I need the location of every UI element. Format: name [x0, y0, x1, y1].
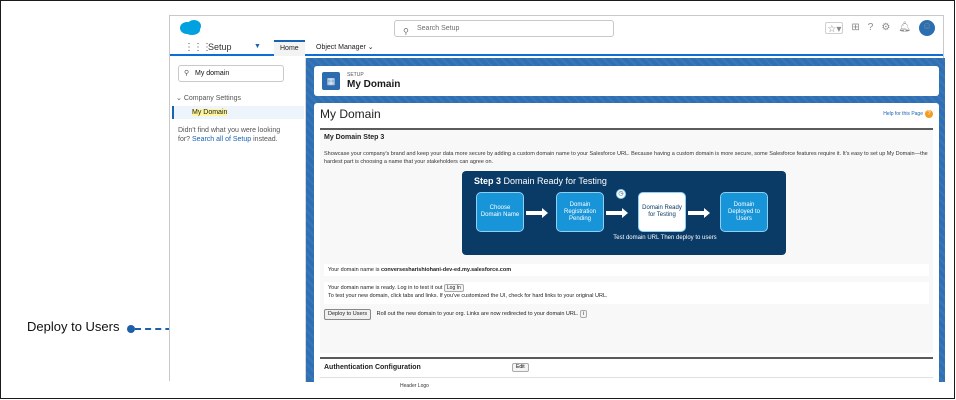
diagram-box-ready: Domain Ready for Testing	[638, 192, 686, 232]
help-link-label: Help for this Page	[883, 111, 923, 117]
help-icon[interactable]: ?	[867, 22, 874, 33]
header-tools	[825, 20, 935, 36]
auth-edit-button[interactable]: Edit	[512, 363, 529, 372]
test-domain-row	[324, 282, 929, 304]
page-header	[314, 66, 939, 96]
chevron-down-icon[interactable]: ▼	[254, 43, 261, 50]
diagram-arrow-shaft	[688, 211, 704, 215]
log-in-button[interactable]: Log In	[444, 284, 464, 292]
my-domain-content	[314, 103, 939, 388]
diagram-arrow-shaft	[606, 211, 622, 215]
sidebar-group-label: Company Settings	[183, 95, 242, 102]
quick-find-input[interactable]	[178, 65, 284, 82]
sidebar-item-my-domain[interactable]	[172, 106, 304, 119]
chevron-down-icon: ⌄	[176, 95, 182, 102]
step-panel	[320, 128, 933, 353]
header-logo-label: Header Logo	[400, 383, 429, 389]
deploy-to-users-button[interactable]: Deploy to Users	[324, 309, 371, 320]
sidebar-help-text	[178, 126, 294, 144]
tab-home[interactable]: Home	[274, 40, 305, 56]
help-text: Didn't find what you were looking for?	[178, 127, 281, 143]
clock-icon: ◷	[616, 189, 626, 199]
search-all-setup-link[interactable]: Search all of Setup	[192, 136, 252, 143]
diagram-title-step: Step 3	[474, 176, 502, 186]
search-placeholder: Search Setup	[417, 25, 460, 32]
arrow-right-icon	[704, 208, 710, 218]
arrow-right-icon	[622, 208, 628, 218]
diagram-caption: Test domain URL Then deploy to users	[613, 235, 717, 241]
global-search-input[interactable]	[394, 20, 614, 37]
callout-dot	[127, 325, 135, 333]
diagram-title-rest: Domain Ready for Testing	[501, 176, 607, 186]
help-icon: ?	[925, 110, 933, 118]
my-domain-icon: ▦	[322, 72, 340, 90]
ready-text: Your domain name is ready. Log in to test it out	[328, 285, 443, 291]
help-suffix: instead.	[251, 136, 278, 143]
salesforce-window	[169, 15, 944, 389]
chevron-down-icon: ⌄	[367, 44, 374, 51]
test-text: To test your new domain, click tabs and links. If you've customized the UI, check for hard links to your original URL.	[328, 293, 608, 299]
authentication-configuration-panel	[320, 357, 933, 397]
divider	[320, 377, 933, 378]
quick-find-value: My domain	[195, 70, 230, 77]
app-launcher-icon[interactable]: ⋮⋮⋮	[184, 42, 211, 53]
callout-label: Deploy to Users	[27, 319, 120, 334]
auth-title: Authentication Configuration	[324, 364, 421, 371]
page-title: My Domain	[347, 79, 401, 90]
sidebar-item-label: My Domain	[192, 109, 228, 116]
main-area	[306, 58, 945, 389]
diagram-arrow-shaft	[526, 211, 542, 215]
content-title: My Domain	[320, 107, 381, 121]
diagram-box-choose: Choose Domain Name	[476, 192, 524, 232]
sidebar-group-company-settings[interactable]	[176, 94, 241, 102]
diagram-title	[474, 176, 607, 186]
tab-object-manager[interactable]	[312, 40, 378, 56]
bell-icon[interactable]: 🔔︎	[898, 22, 911, 33]
global-header	[170, 16, 943, 40]
deploy-row	[324, 308, 929, 322]
app-nav-bar	[170, 40, 943, 56]
deploy-text: Roll out the new domain to your org. Links are now redirected to your domain URL.	[376, 311, 579, 317]
setup-sidebar	[170, 58, 306, 382]
domain-name-row	[324, 264, 929, 276]
search-icon: ⚲	[403, 27, 409, 36]
diagram-box-deployed: Domain Deployed to Users	[720, 192, 768, 232]
arrow-right-icon	[542, 208, 548, 218]
domain-name-value: conversesharishiohani-dev-ed.my.salesforce.com	[381, 267, 512, 273]
salesforce-cloud-logo[interactable]	[178, 19, 204, 36]
search-icon: ⚲	[184, 70, 190, 77]
step-heading: My Domain Step 3	[324, 134, 385, 141]
tab-object-manager-label: Object Manager	[316, 44, 366, 51]
step-description: Showcase your company's brand and keep your data more secure by adding a custom domain name to your Salesforce URL. Because having a custom domain is more secure, some Salesforce features require it. It's easy to set up My Domain—the hardest part is choosing a name that your stakeholders can agree on.	[324, 151, 928, 165]
page-eyebrow: SETUP	[347, 72, 364, 78]
gear-icon[interactable]: ⚙	[881, 22, 891, 33]
info-icon[interactable]: i	[580, 310, 587, 318]
add-icon[interactable]: ⊞	[851, 22, 860, 33]
avatar-icon[interactable]: ☺	[919, 20, 935, 36]
diagram-box-registration: Domain Registration Pending	[556, 192, 604, 232]
favorites-icon[interactable]: ☆▾	[825, 22, 843, 34]
help-for-page-link[interactable]	[883, 110, 933, 118]
domain-name-label: Your domain name is	[328, 267, 381, 273]
app-name: Setup	[208, 42, 232, 52]
step-diagram	[462, 171, 786, 255]
